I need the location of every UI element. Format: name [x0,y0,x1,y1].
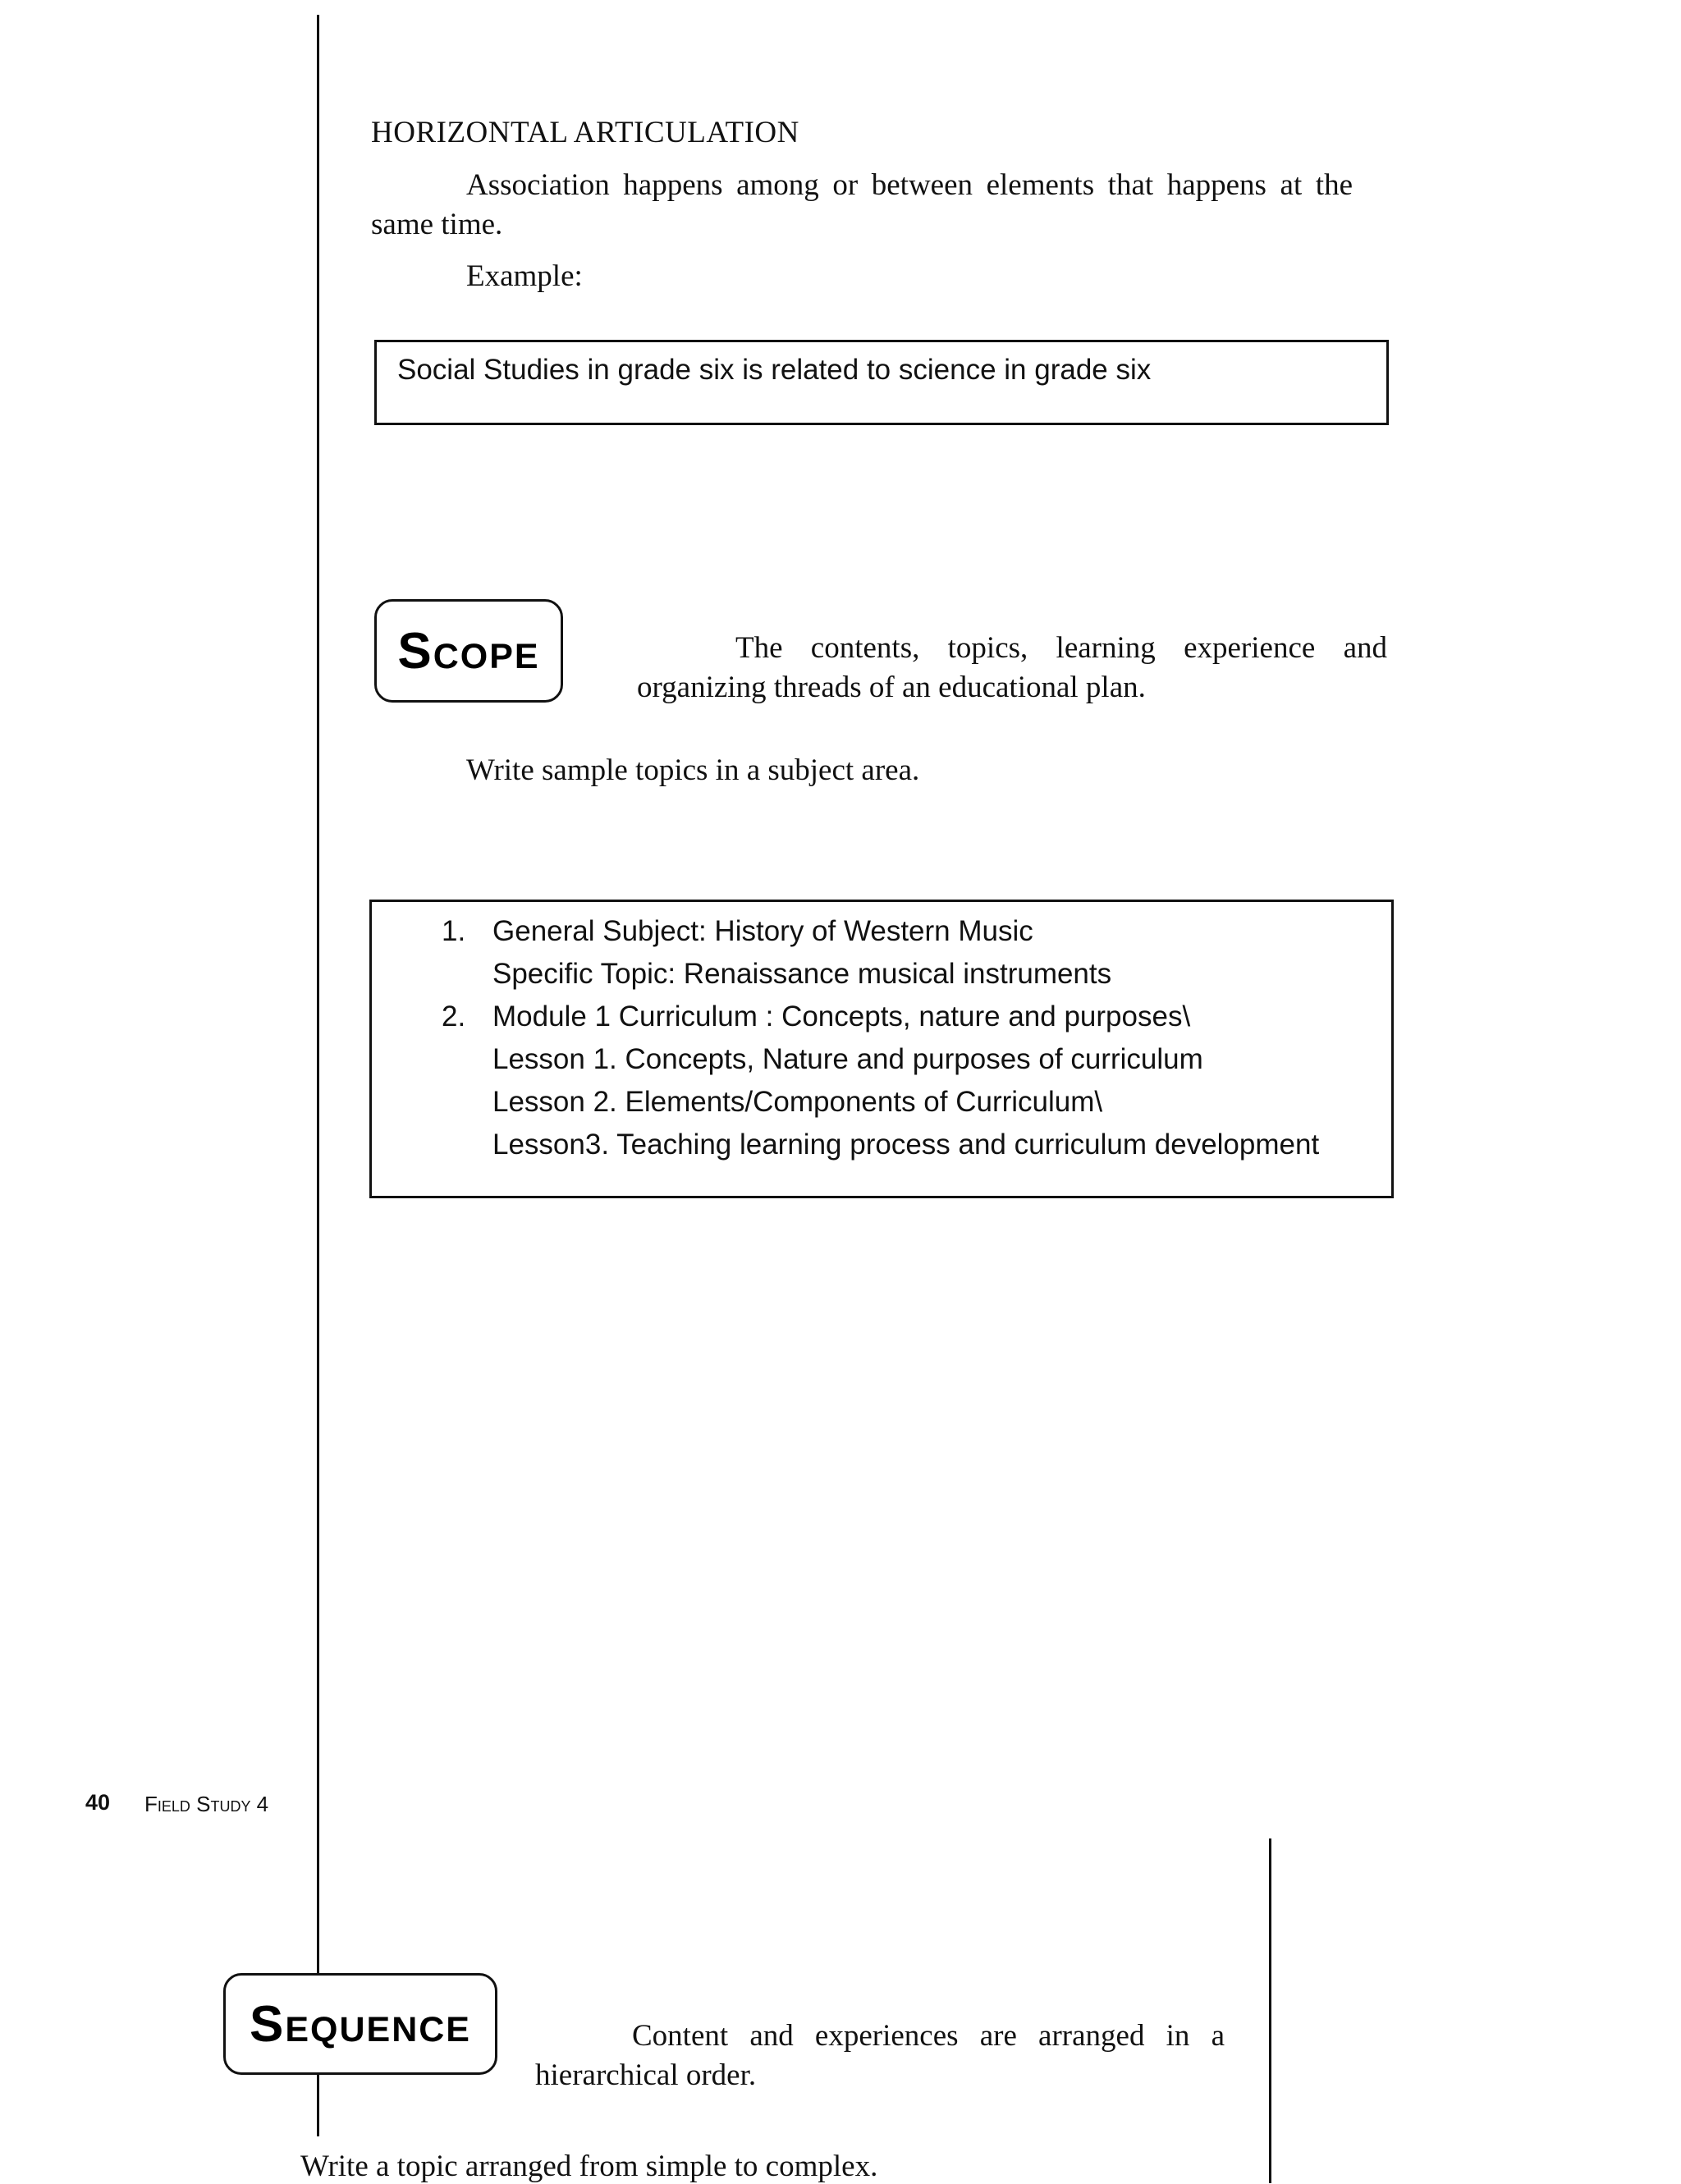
sequence-instruction: Write a topic arranged from simple to complex. [300,2150,878,2183]
list-line: Lesson 1. Concepts, Nature and purposes of curriculum [492,1043,1203,1075]
list-line: General Subject: History of Western Music [492,915,1033,947]
list-number: 2. [442,1000,466,1032]
page-number: 40 [85,1790,111,1815]
list-line: Lesson3. Teaching learning process and curriculum development [492,1129,1320,1161]
list-line: Specific Topic: Renaissance musical instruments [492,958,1112,990]
scope-instruction: Write sample topics in a subject area. [466,753,920,787]
sequence-definition: Content and experiences are arranged in a hierarchical order. [535,2019,1225,2092]
list-line: Lesson 2. Elements/Components of Curriculum\ [492,1086,1103,1118]
left-margin-rule [317,15,319,2136]
sequence-label: Sequence [249,1995,471,2053]
scope-definition: The contents, topics, learning experience and organizing threads of an educational plan. [637,631,1387,704]
scope-topics-box [369,900,1394,1198]
list-item [442,910,1319,996]
list-number: 1. [442,915,466,947]
example-box-text: Social Studies in grade six is related to science in grade six [397,354,1152,386]
right-margin-rule [1269,1838,1271,2183]
scope-label: Scope [397,622,540,680]
list-item [442,996,1320,1166]
list-line: Module 1 Curriculum : Concepts, nature and purposes\ [492,1000,1191,1032]
example-label: Example: [466,259,583,293]
course-title: Field Study 4 [144,1792,269,1816]
horizontal-definition: Association happens among or between elements that happens at the same time. [371,168,1353,241]
scope-label-box [374,599,563,703]
sequence-label-box [223,1973,497,2075]
example-box [374,340,1389,425]
section-heading: HORIZONTAL ARTICULATION [371,116,799,149]
topics-list [442,910,1320,1166]
